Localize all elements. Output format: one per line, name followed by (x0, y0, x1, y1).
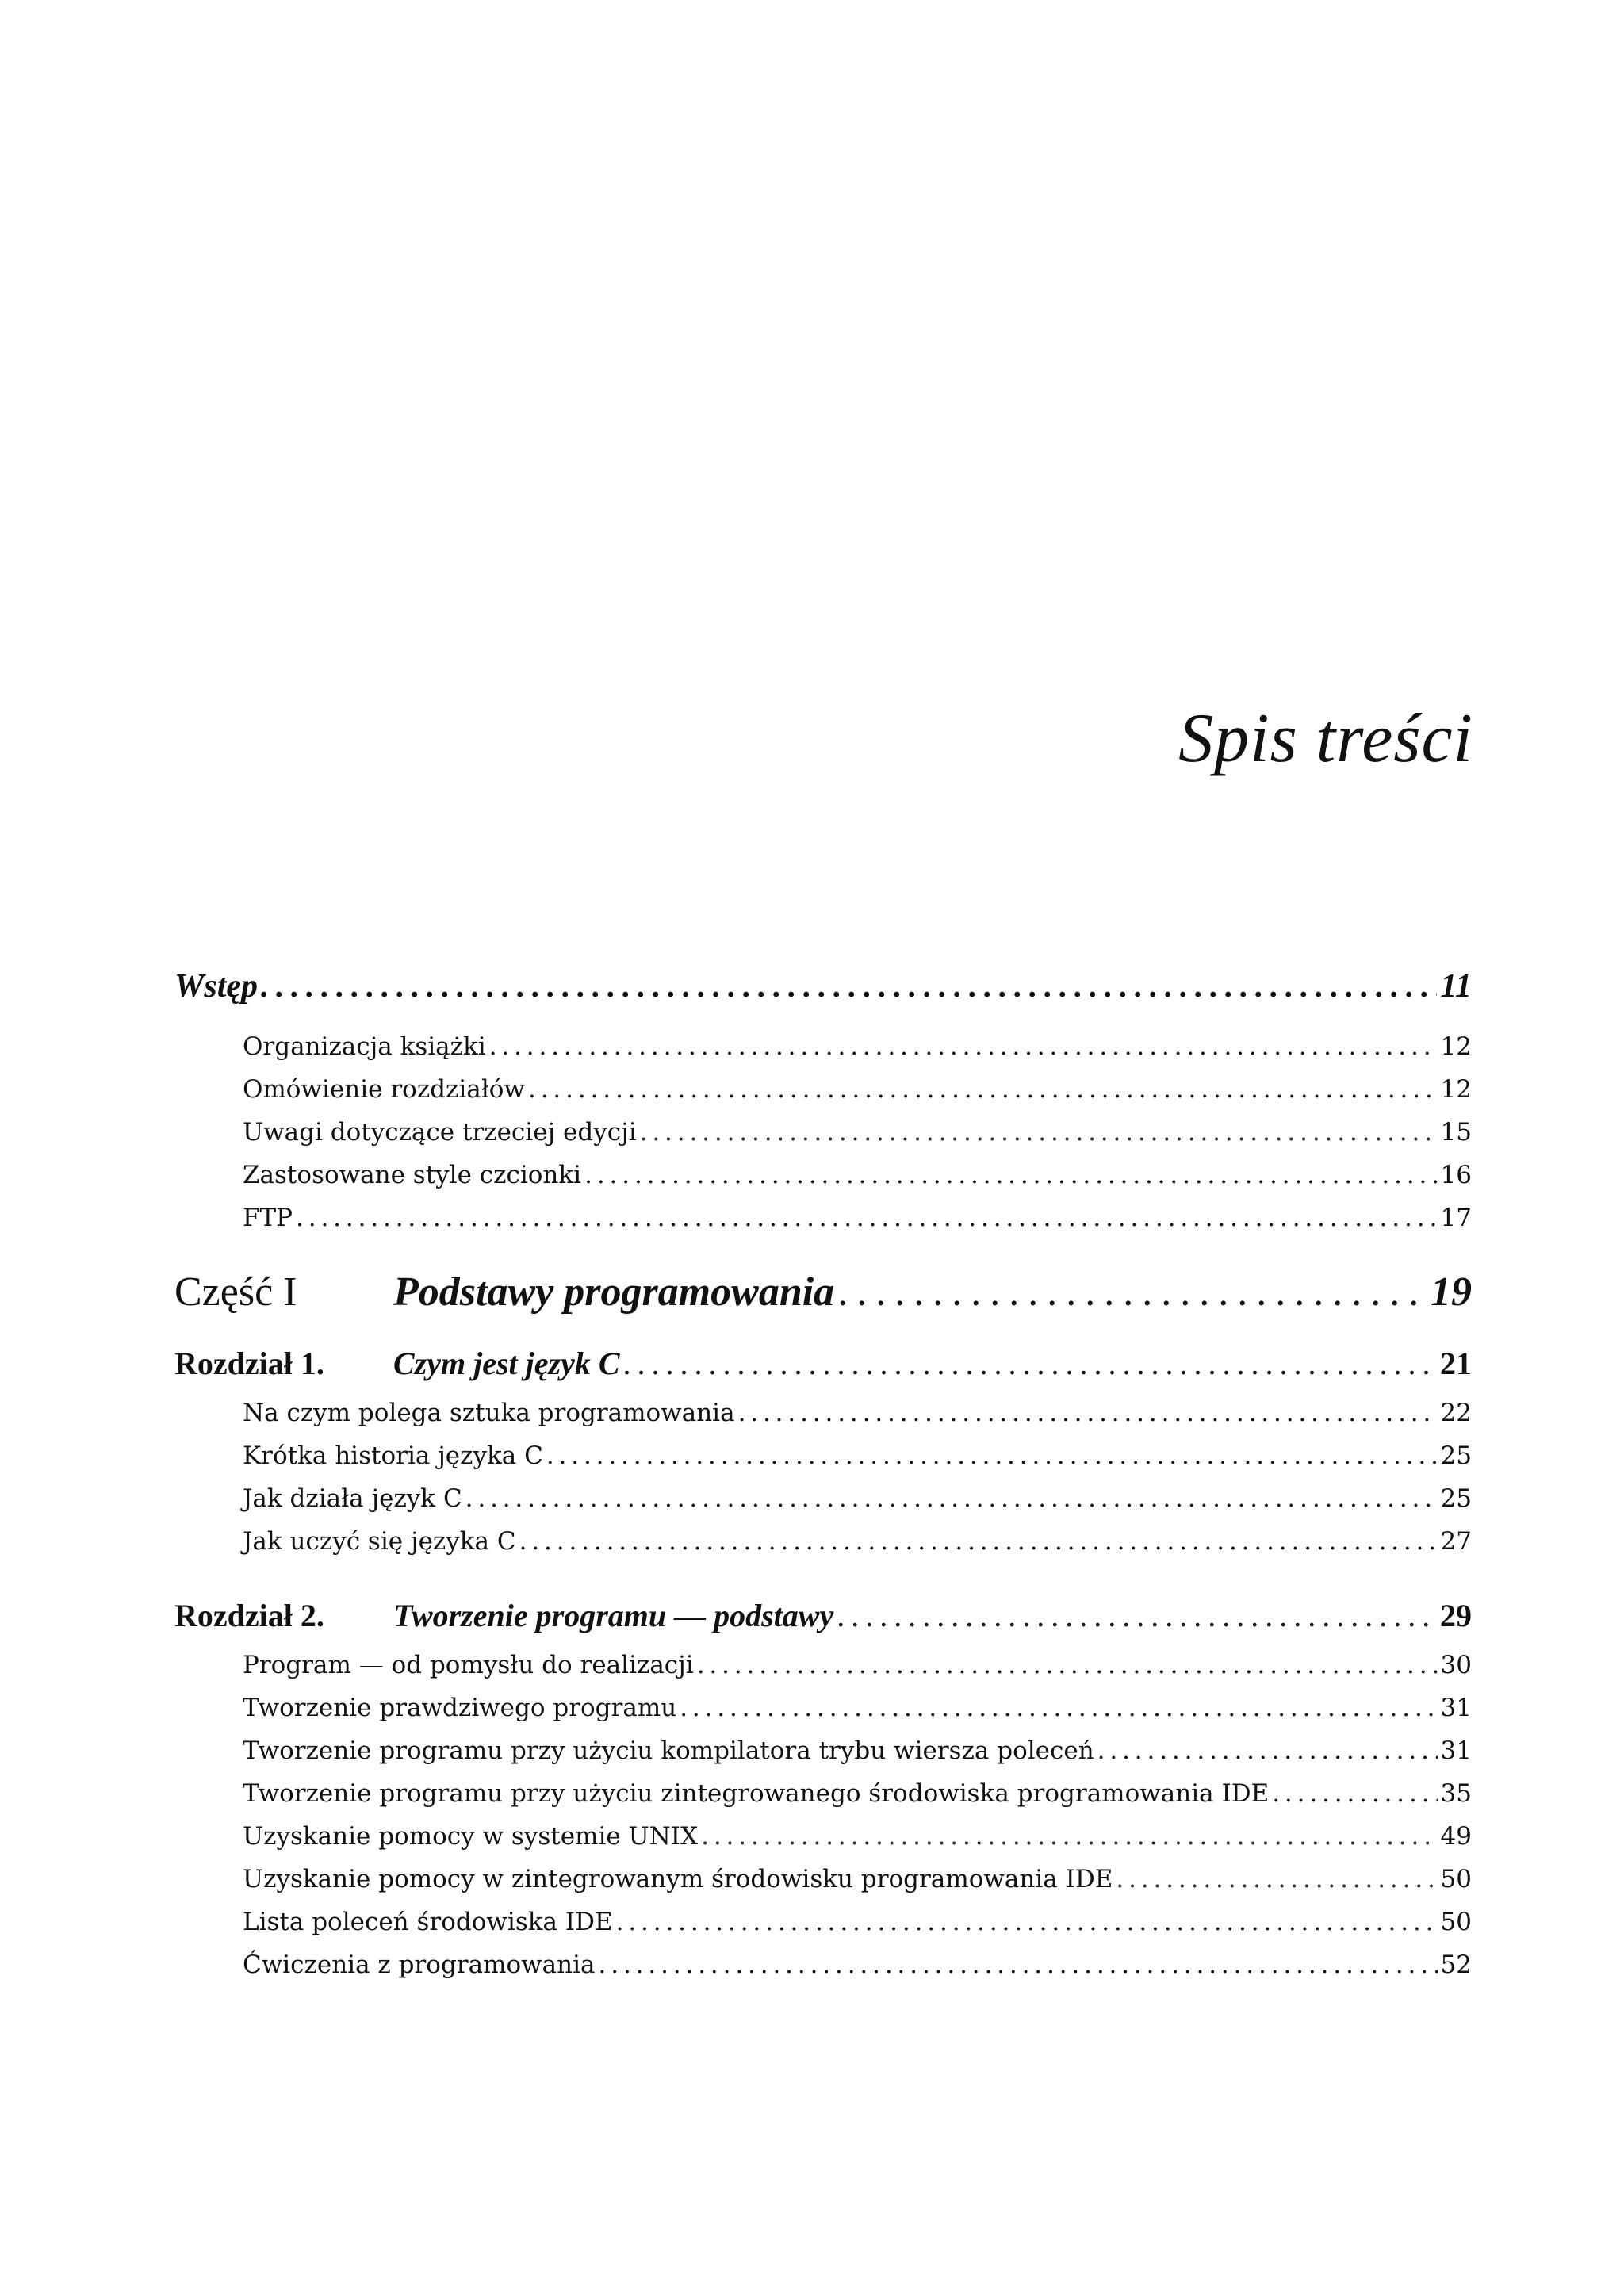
dot-leader (528, 1075, 1438, 1104)
dot-leader (1272, 1779, 1437, 1808)
toc-entry-page: 50 (1440, 1908, 1472, 1936)
toc-entry-label: Tworzenie programu przy użyciu kompilatora trybu wiersza poleceń (243, 1736, 1094, 1765)
toc-entry-page: 15 (1440, 1118, 1472, 1147)
toc-entry-page: 31 (1440, 1694, 1472, 1722)
toc-intro-label: Wstęp (174, 968, 258, 1005)
toc-entry-page: 16 (1440, 1161, 1472, 1189)
toc-entry[interactable] (174, 1204, 1472, 1246)
toc-entry[interactable] (174, 1736, 1472, 1779)
dot-leader (697, 1651, 1438, 1679)
dot-leader (623, 1345, 1437, 1382)
toc-entry-page: 22 (1440, 1399, 1472, 1427)
toc-entry-label: Jak uczyć się języka C (243, 1527, 516, 1556)
toc-entry-page: 50 (1440, 1865, 1472, 1893)
toc-entry[interactable] (174, 1951, 1472, 1993)
toc-entry-page: 17 (1440, 1204, 1472, 1232)
toc-chapter-row[interactable] (174, 1597, 1472, 1651)
toc-chapter-title: Czym jest język C (393, 1346, 620, 1381)
toc-entry-page: 27 (1440, 1527, 1472, 1556)
toc-entry-label: Na czym polega sztuka programowania (243, 1399, 735, 1427)
toc-entry-page: 12 (1440, 1075, 1472, 1104)
dot-leader (599, 1951, 1438, 1979)
dot-leader (261, 967, 1437, 1005)
toc-entry-page: 31 (1440, 1736, 1472, 1765)
dot-leader (1116, 1865, 1437, 1893)
toc-entry[interactable] (174, 1118, 1472, 1161)
toc-part-prefix: Część I (174, 1269, 297, 1315)
toc-entry[interactable] (174, 1694, 1472, 1736)
toc-entry-label: Tworzenie programu przy użyciu zintegrowanego środowiska programowania IDE (243, 1779, 1270, 1808)
toc-entry-page: 49 (1440, 1822, 1472, 1851)
toc-chapter-title: Tworzenie programu — podstawy (393, 1598, 834, 1633)
toc-entry-label: Tworzenie prawdziwego programu (243, 1694, 677, 1722)
table-of-contents (174, 967, 1472, 1993)
toc-intro-row[interactable] (174, 967, 1472, 1032)
toc-intro-page: 11 (1440, 968, 1472, 1005)
dot-leader (296, 1204, 1438, 1232)
toc-entry-label: Program — od pomysłu do realizacji (243, 1651, 694, 1679)
toc-part-row[interactable] (174, 1269, 1472, 1345)
dot-leader (837, 1597, 1437, 1634)
toc-entry-label: Krótka historia języka C (243, 1441, 543, 1470)
dot-leader (680, 1694, 1437, 1722)
toc-entry[interactable] (174, 1865, 1472, 1908)
toc-entry[interactable] (174, 1075, 1472, 1118)
toc-entry-label: Jak działa język C (243, 1484, 462, 1513)
toc-entry-page: 30 (1440, 1651, 1472, 1679)
toc-entry-page: 25 (1440, 1484, 1472, 1513)
dot-leader (519, 1527, 1438, 1556)
toc-entry-label: Lista poleceń środowiska IDE (243, 1908, 613, 1936)
toc-entry-label: Uwagi dotyczące trzeciej edycji (243, 1118, 637, 1147)
toc-entry[interactable] (174, 1527, 1472, 1570)
toc-entry[interactable] (174, 1484, 1472, 1527)
toc-part-title: Podstawy programowania (393, 1269, 835, 1315)
toc-entry[interactable] (174, 1908, 1472, 1951)
dot-leader (701, 1822, 1437, 1851)
toc-entry-label: Uzyskanie pomocy w systemie UNIX (243, 1822, 699, 1851)
dot-leader (465, 1484, 1438, 1513)
toc-entry-label: Omówienie rozdziałów (243, 1075, 525, 1104)
toc-chapter-prefix: Rozdział 1. (174, 1346, 324, 1381)
toc-chapter-page: 29 (1440, 1598, 1472, 1633)
toc-entry[interactable] (174, 1779, 1472, 1822)
toc-entry[interactable] (174, 1822, 1472, 1865)
dot-leader (738, 1399, 1438, 1427)
toc-entry[interactable] (174, 1399, 1472, 1441)
page-title: Spis treści (1178, 700, 1473, 777)
toc-chapter-row[interactable] (174, 1345, 1472, 1399)
toc-entry[interactable] (174, 1161, 1472, 1204)
dot-leader (546, 1441, 1438, 1470)
dot-leader (616, 1908, 1438, 1936)
dot-leader (640, 1118, 1438, 1147)
dot-leader (584, 1161, 1437, 1189)
toc-chapter-page: 21 (1440, 1346, 1472, 1381)
toc-entry-page: 52 (1440, 1951, 1472, 1979)
toc-entry-label: Uzyskanie pomocy w zintegrowanym środowisku programowania IDE (243, 1865, 1113, 1893)
dot-leader (1097, 1736, 1438, 1765)
dot-leader (837, 1269, 1427, 1315)
toc-part-page: 19 (1431, 1269, 1472, 1315)
toc-entry-page: 25 (1440, 1441, 1472, 1470)
toc-entry[interactable] (174, 1651, 1472, 1694)
toc-chapter-prefix: Rozdział 2. (174, 1598, 324, 1633)
toc-entry-page: 35 (1440, 1779, 1472, 1808)
toc-entry[interactable] (174, 1032, 1472, 1075)
toc-entry-label: Zastosowane style czcionki (243, 1161, 582, 1189)
toc-entry[interactable] (174, 1441, 1472, 1484)
toc-entry-page: 12 (1440, 1032, 1472, 1061)
dot-leader (489, 1032, 1438, 1061)
toc-entry-label: Ćwiczenia z programowania (243, 1951, 596, 1979)
toc-entry-label: FTP (243, 1204, 293, 1232)
toc-entry-label: Organizacja książki (243, 1032, 486, 1061)
